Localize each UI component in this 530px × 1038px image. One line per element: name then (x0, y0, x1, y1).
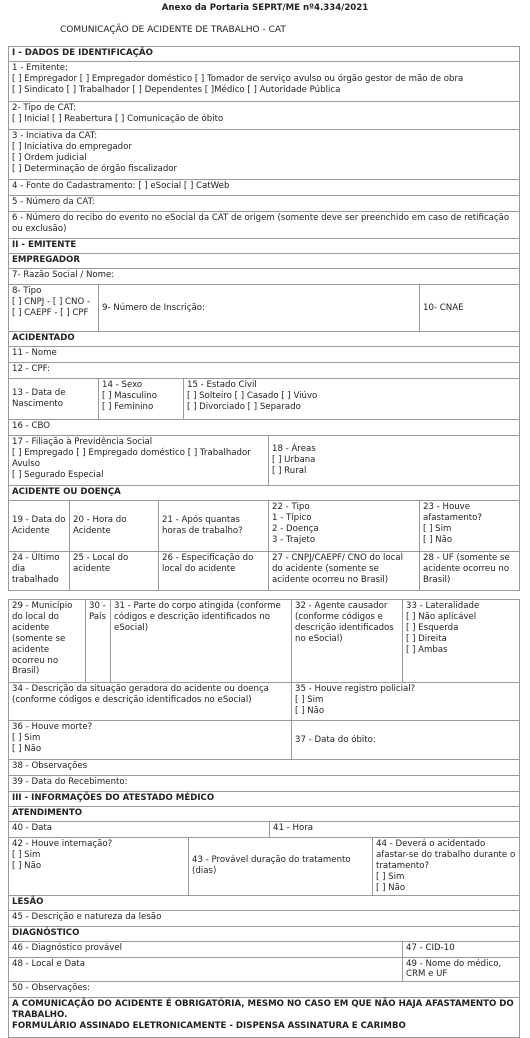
field-34-descricao-situacao[interactable]: 34 - Descrição da situação geradora do acidente ou doença (conforme códigos e descrição identificados no eSocial) (9, 683, 292, 721)
annex-title: Anexo da Portaria SEPRT/ME nº4.334/2021 (161, 3, 369, 13)
section-3-title: III - INFORMAÇÕES DO ATESTADO MÉDICO (9, 792, 520, 807)
field-2-options: [ ] Inicial [ ] Reabertura [ ] Comunicação de óbito (12, 113, 224, 124)
field-44-afastar-se[interactable] (373, 838, 520, 896)
field-23-afastamento[interactable] (420, 501, 520, 552)
field-18-areas[interactable] (269, 436, 520, 486)
field-18-option-1: [ ] Urbana (272, 455, 316, 466)
field-19-data-acidente[interactable]: 19 - Data do Acidente (9, 501, 70, 552)
field-6-recibo[interactable]: 6 - Número do recibo do evento no eSocial da CAT de origem (somente deve ser preenchido em caso de retificação ou exclusão) (9, 212, 520, 239)
field-30-pais[interactable]: 30 - País (86, 600, 111, 683)
field-13-nascimento[interactable]: 13 - Data de Nascimento (9, 379, 99, 420)
field-40-data[interactable]: 40 - Data (9, 822, 270, 838)
form-table-part2 (8, 599, 520, 1038)
field-37-data-obito[interactable]: 37 - Data do óbito: (292, 721, 520, 760)
field-15-estado-civil[interactable] (184, 379, 520, 420)
field-31-parte-corpo[interactable]: 31 - Parte do corpo atingida (conforme códigos e descrição identificados no eSocial) (111, 600, 292, 683)
field-36-option-1: [ ] Sim (12, 732, 41, 743)
section-2-title: II - EMITENTE (9, 239, 520, 254)
field-23-option-1: [ ] Sim (423, 523, 452, 534)
field-48-local-data[interactable]: 48 - Local e Data (9, 957, 403, 982)
field-18-label: 18 - Áreas (272, 444, 316, 455)
field-12-cpf[interactable]: 12 - CPF: (9, 363, 520, 379)
field-42-option-1: [ ] Sim (12, 849, 41, 860)
field-2-label: 2- Tipo de CAT: (12, 103, 77, 113)
field-35-option-2: [ ] Não (295, 705, 325, 716)
field-11-nome[interactable]: 11 - Nome (9, 347, 520, 363)
footer-line-2: FORMULÁRIO ASSINADO ELETRONICAMENTE - DISPENSA ASSINATURA E CARIMBO (12, 1021, 406, 1032)
field-17-option-1: [ ] Empregado [ ] Empregado doméstico [ ] Trabalhador Avulso (12, 447, 251, 469)
field-36-option-2: [ ] Não (12, 743, 42, 754)
field-26-especificacao[interactable]: 26 - Especificação do local do acidente (159, 552, 269, 591)
field-3-option-1: [ ] Iniciativa do empregador (12, 141, 132, 152)
field-41-hora[interactable]: 41 - Hora (270, 822, 520, 838)
field-20-hora-acidente[interactable]: 20 - Hora do Acidente (70, 501, 159, 552)
field-17-label: 17 - Filiação à Previdência Social (12, 437, 153, 447)
field-15-label: 15 - Estado Civil (187, 380, 257, 390)
field-24-ultimo-dia[interactable]: 24 - Último dia trabalhado (9, 552, 70, 591)
field-33-option-1: [ ] Não aplicável (406, 611, 477, 622)
field-9-inscricao[interactable]: 9- Número de Inscrição: (99, 285, 420, 332)
field-7-razao-social[interactable]: 7- Razão Social / Nome: (9, 269, 520, 285)
field-25-local[interactable]: 25 - Local do acidente (70, 552, 159, 591)
field-15-option-2: [ ] Divorciado [ ] Separado (187, 401, 301, 412)
field-44-option-1: [ ] Sim (376, 871, 405, 882)
field-8-options: [ ] CNPJ - [ ] CNO - [ ] CAEPF - [ ] CPF (12, 296, 91, 318)
field-33-option-4: [ ] Ambas (406, 644, 448, 655)
field-14-option-1: [ ] Masculino (102, 390, 157, 401)
section-1-title: I - DADOS DE IDENTIFICAÇÃO (9, 47, 520, 62)
field-42-option-2: [ ] Não (12, 860, 42, 871)
field-22-option-1: 1 - Típico (272, 512, 312, 523)
footer-notice (9, 998, 520, 1038)
footer-line-1: A COMUNICAÇÃO DO ACIDENTE É OBRIGATÓRIA, MESMO NO CASO EM QUE NÃO HAJA AFASTAMENTO DO TRABALHO. (12, 999, 514, 1021)
field-18-option-2: [ ] Rural (272, 465, 307, 476)
field-32-agente[interactable]: 32 - Agente causador (conforme códigos e descrição identificados no eSocial) (292, 600, 403, 683)
subsection-diagnostico: DIAGNÓSTICO (9, 926, 520, 941)
field-2-tipo-cat[interactable] (9, 102, 520, 130)
field-16-cbo[interactable]: 16 - CBO (9, 420, 520, 436)
field-50-observacoes[interactable]: 50 - Observações: (9, 982, 520, 998)
field-3-option-3: [ ] Determinação de órgão fiscalizador (12, 163, 178, 174)
field-17-option-2: [ ] Segurado Especial (12, 469, 104, 480)
field-33-lateralidade[interactable] (403, 600, 520, 683)
form-table-part1 (8, 46, 520, 591)
field-38-observacoes[interactable]: 38 - Observações (9, 760, 520, 776)
field-14-label: 14 - Sexo (102, 380, 143, 390)
field-5-numero-cat[interactable]: 5 - Número da CAT: (9, 196, 520, 212)
field-23-label: 23 - Houve afastamento? (423, 502, 482, 523)
field-22-tipo[interactable] (269, 501, 420, 552)
field-1-emitente[interactable] (9, 62, 520, 102)
field-33-option-3: [ ] Direita (406, 633, 447, 644)
field-3-label: 3 - Inciativa da CAT: (12, 131, 98, 141)
field-42-label: 42 - Houve internação? (12, 839, 113, 849)
field-39-data-recebimento[interactable]: 39 - Data do Recebimento: (9, 776, 520, 792)
field-3-iniciativa[interactable] (9, 130, 520, 180)
field-42-internacao[interactable] (9, 838, 189, 896)
field-43-duracao-tratamento[interactable]: 43 - Provável duração do tratamento (dias) (189, 838, 373, 896)
field-22-option-2: 2 - Doença (272, 523, 319, 534)
subsection-empregador: EMPREGADOR (9, 254, 520, 269)
field-22-label: 22 - Tipo (272, 502, 310, 512)
form-title: COMUNICAÇÃO DE ACIDENTE DE TRABALHO - CAT (60, 25, 286, 35)
field-47-cid[interactable]: 47 - CID-10 (403, 941, 520, 957)
field-35-label: 35 - Houve registro policial? (295, 684, 416, 694)
field-49-medico[interactable]: 49 - Nome do médico, CRM e UF (403, 957, 520, 982)
field-33-label: 33 - Lateralidade (406, 601, 480, 611)
field-15-option-1: [ ] Solteiro [ ] Casado [ ] Viúvo (187, 390, 318, 401)
field-8-tipo[interactable] (9, 285, 99, 332)
field-10-cnae[interactable]: 10- CNAE (420, 285, 520, 332)
field-1-options-2: [ ] Sindicato [ ] Trabalhador [ ] Dependentes [ ]Médico [ ] Autoridade Pública (12, 84, 341, 95)
field-22-option-3: 3 - Trajeto (272, 534, 316, 545)
field-21-horas-trabalho[interactable]: 21 - Após quantas horas de trabalho? (159, 501, 269, 552)
field-27-cnpj-local[interactable]: 27 - CNPJ/CAEPF/ CNO do local do acidente (somente se acidente ocorreu no Brasil) (269, 552, 420, 591)
field-3-option-2: [ ] Ordem judicial (12, 152, 87, 163)
field-45-descricao-lesao[interactable]: 45 - Descrição e natureza da lesão (9, 910, 520, 926)
field-14-sexo[interactable] (99, 379, 184, 420)
field-17-filiacao[interactable] (9, 436, 269, 486)
subsection-acidentado: ACIDENTADO (9, 332, 520, 347)
field-33-option-2: [ ] Esquerda (406, 622, 459, 633)
field-1-label: 1 - Emitente: (12, 63, 68, 73)
field-29-municipio[interactable]: 29 - Município do local do acidente (somente se acidente ocorreu no Brasil) (9, 600, 86, 683)
field-44-option-2: [ ] Não (376, 882, 406, 893)
field-23-option-2: [ ] Não (423, 534, 453, 545)
field-1-options-1: [ ] Empregador [ ] Empregador doméstico [ ] Tomador de serviço avulso ou órgão gestor de mão de obra (12, 73, 464, 84)
field-35-registro-policial[interactable] (292, 683, 520, 721)
field-36-label: 36 - Houve morte? (12, 722, 93, 732)
field-35-option-1: [ ] Sim (295, 694, 324, 705)
subsection-lesao: LESÃO (9, 895, 520, 910)
field-14-option-2: [ ] Feminino (102, 401, 154, 412)
subsection-acidente: ACIDENTE OU DOENÇA (9, 486, 520, 501)
field-36-houve-morte[interactable] (9, 721, 292, 760)
field-4-fonte[interactable]: 4 - Fonte do Cadastramento: [ ] eSocial [ ] CatWeb (9, 180, 520, 196)
field-28-uf[interactable]: 28 - UF (somente se acidente ocorreu no Brasil) (420, 552, 520, 591)
field-46-diagnostico[interactable]: 46 - Diagnóstico provável (9, 941, 403, 957)
field-44-label: 44 - Deverá o acidentado afastar-se do trabalho durante o tratamento? (376, 839, 516, 871)
subsection-atendimento: ATENDIMENTO (9, 807, 520, 822)
field-8-label: 8- Tipo (12, 286, 42, 296)
